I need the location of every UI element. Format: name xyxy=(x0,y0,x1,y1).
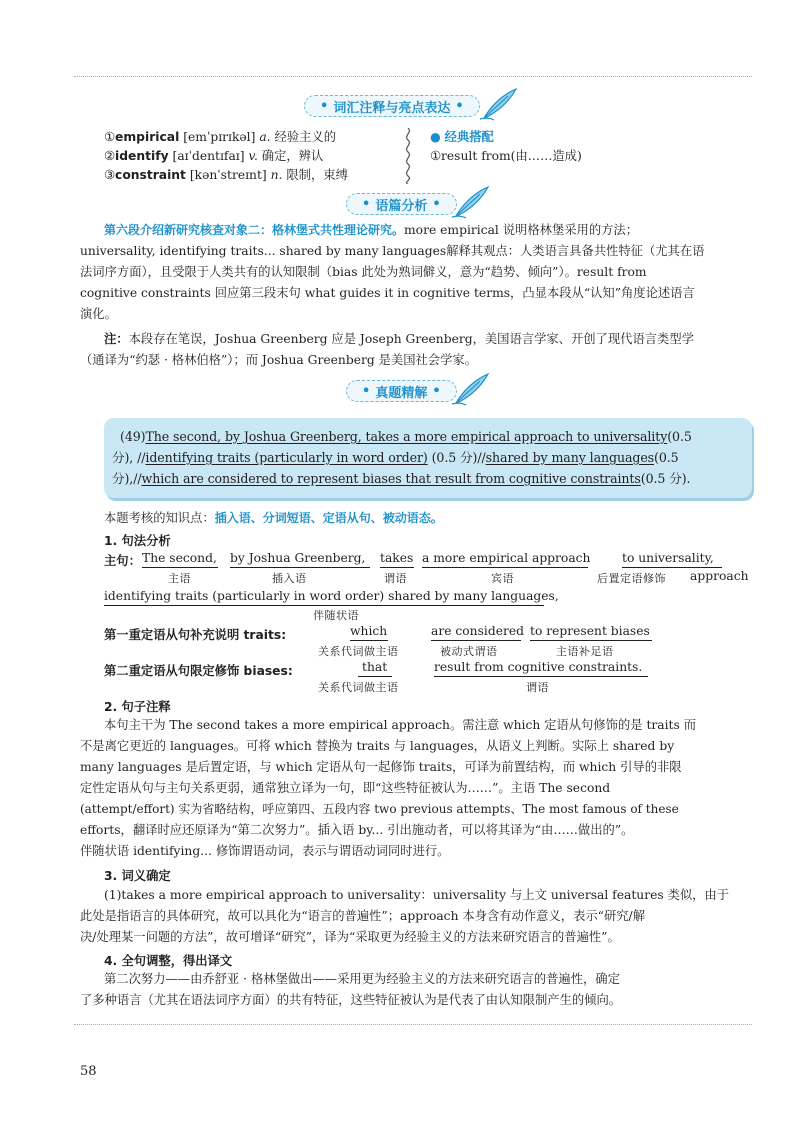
label-complement: 主语补足语 xyxy=(556,645,614,658)
meaning-title: 3. 词义确定 xyxy=(104,869,171,883)
seg-are-considered: are considered xyxy=(431,624,525,638)
notes-line: efforts，翻译时应还原译为“第二次努力”。插入语 by... 引出施动者，可以将其译为“由……做出的”。 xyxy=(80,823,634,837)
label-rel-pronoun: 关系代词做主语 xyxy=(318,645,399,658)
knowledge-points: 本题考核的知识点：插入语、分词短语、定语从句、被动语态。 xyxy=(104,511,443,525)
vocab-item: ②identify [aɪˈdentɪfaɪ] v. 确定，辨认 xyxy=(104,149,324,163)
collocation-item: ①result from(由……造成) xyxy=(430,149,582,163)
underline xyxy=(530,640,652,641)
label-object: 宾语 xyxy=(491,572,514,585)
notes-line: 伴随状语 identifying... 修饰谓语动词，表示与谓语动词同时进行。 xyxy=(80,844,450,858)
exam-sentence-line: 分),//which are considered to represent biases that result from cognitive constraints(0.5 分). xyxy=(112,471,691,486)
quill-icon xyxy=(478,86,520,122)
spiral-divider-icon xyxy=(402,128,414,184)
label-insert: 插入语 xyxy=(272,572,307,585)
notes-line: 本句主干为 The second takes a more empirical approach。需注意 which 定语从句修饰的是 traits 而 xyxy=(104,718,696,732)
label-predicate: 谓语 xyxy=(384,572,407,585)
label-postmodifier-target: approach xyxy=(690,569,749,583)
main-clause-label: 主句： xyxy=(104,554,141,568)
translation-line: 第二次努力——由乔舒亚 · 格林堡做出——采用更为经验主义的方法来研究语言的普遍性，确定 xyxy=(104,972,620,986)
label-subject: 主语 xyxy=(168,572,191,585)
collocation-title: ● 经典搭配 xyxy=(430,130,494,144)
label-passive-predicate: 被动式谓语 xyxy=(440,645,498,658)
underline xyxy=(434,676,648,677)
underline xyxy=(142,567,218,568)
seg-subject: The second, xyxy=(142,551,217,565)
meaning-line: (1)takes a more empirical approach to universality：universality 与上文 universal features 类似，由于 xyxy=(104,888,730,902)
seg-that: that xyxy=(362,660,388,674)
quill-icon xyxy=(450,371,492,407)
notes-line: 不是离它更近的 languages。可将 which 替换为 traits 与 languages，从语义上判断。实际上 shared by xyxy=(80,739,675,753)
seg-object: a more empirical approach xyxy=(422,551,591,565)
section-banner-analysis: • 语篇分析 • xyxy=(346,193,457,215)
underline xyxy=(431,640,521,641)
seg-result-from: result from cognitive constraints. xyxy=(434,660,643,674)
section-banner-vocab: • 词汇注释与亮点表达 • xyxy=(304,95,480,117)
meaning-line: 此处是指语言的具体研究，故可以具化为“语言的普遍性”；approach 本身含有动作意义，表示“研究/解 xyxy=(80,909,645,923)
underline xyxy=(422,567,588,568)
vocab-item: ③constraint [kənˈstreɪnt] n. 限制，束缚 xyxy=(104,168,348,182)
analysis-note: （通译为“约瑟 · 格林伯格”）；而 Joshua Greenberg 是美国社会学家。 xyxy=(80,353,478,367)
seg-to-represent: to represent biases xyxy=(530,624,650,638)
analysis-line: cognitive constraints 回应第三段末句 what guides it in cognitive terms，凸显本段从“认知”角度论述语言 xyxy=(80,286,695,300)
seg-adverbial: identifying traits (particularly in word order) shared by many languages, xyxy=(104,589,559,603)
notes-line: many languages 是后置定语，与 which 定语从句一起修饰 traits，可译为前置结构，而 which 引导的非限 xyxy=(80,760,682,774)
top-divider xyxy=(74,76,752,77)
underline xyxy=(104,605,544,606)
page-number: 58 xyxy=(80,1064,97,1079)
exam-sentence-line: (49)The second, by Joshua Greenberg, takes a more empirical approach to universality(0.5 xyxy=(120,429,692,444)
section-banner-exam: • 真题精解 • xyxy=(346,380,457,402)
analysis-line: 第六段介绍新研究核查对象二：格林堡式共性理论研究。more empirical 说明格林堡采用的方法； xyxy=(104,223,639,237)
underline xyxy=(230,567,370,568)
meaning-line: 决/处理某一问题的方法”，故可增译“研究”，译为“采取更为经验主义的方法来研究语言的普遍性”。 xyxy=(80,930,620,944)
syntax-title: 1. 句法分析 xyxy=(104,534,171,548)
translation-title: 4. 全句调整，得出译文 xyxy=(104,954,233,968)
underline xyxy=(350,640,388,641)
label-adverbial: 伴随状语 xyxy=(313,609,359,622)
underline xyxy=(622,567,722,568)
underline xyxy=(380,567,414,568)
analysis-line: universality, identifying traits... shared by many languages解释其观点：人类语言具备共性特征（尤其在语 xyxy=(80,244,705,258)
label-postmodifier: 后置定语修饰 xyxy=(597,572,666,585)
analysis-line: 法词序方面），且受限于人类共有的认知限制（bias 此处为熟词僻义，意为“趋势、倾向”）。result from xyxy=(80,265,647,279)
relative-clause-2-label: 第二重定语从句限定修饰 biases: xyxy=(104,664,293,678)
quill-icon xyxy=(450,184,492,220)
seg-insert: by Joshua Greenberg, xyxy=(230,551,366,565)
underline xyxy=(358,676,392,677)
notes-title: 2. 句子注释 xyxy=(104,700,171,714)
bottom-divider xyxy=(74,1024,752,1025)
analysis-line: 演化。 xyxy=(80,307,117,321)
translation-line: 了多种语言（尤其在语法词序方面）的共有特征，这些特征被认为是代表了由认知限制产生的倾向。 xyxy=(80,993,622,1007)
notes-line: (attempt/effort) 实为省略结构，呼应第四、五段内容 two previous attempts、The most famous of these xyxy=(80,802,679,816)
seg-postmodifier: to universality, xyxy=(622,551,714,565)
vocab-item: ①empirical [emˈpɪrɪkəl] a. 经验主义的 xyxy=(104,130,337,144)
relative-clause-1-label: 第一重定语从句补充说明 traits: xyxy=(104,628,287,642)
notes-line: 定性定语从句与主句关系更弱，通常独立译为一句，即“这些特征被认为……”。主语 The second xyxy=(80,781,611,795)
analysis-note: 注：本段存在笔误，Joshua Greenberg 应是 Joseph Greenberg，美国语言学家、开创了现代语言类型学 xyxy=(104,332,694,346)
seg-predicate: takes xyxy=(380,551,414,565)
label-rel-pronoun: 关系代词做主语 xyxy=(318,681,399,694)
seg-which: which xyxy=(350,624,388,638)
label-predicate: 谓语 xyxy=(526,681,549,694)
exam-sentence-line: 分), //identifying traits (particularly in word order) (0.5 分)//shared by many languages(0.5 xyxy=(112,450,679,465)
